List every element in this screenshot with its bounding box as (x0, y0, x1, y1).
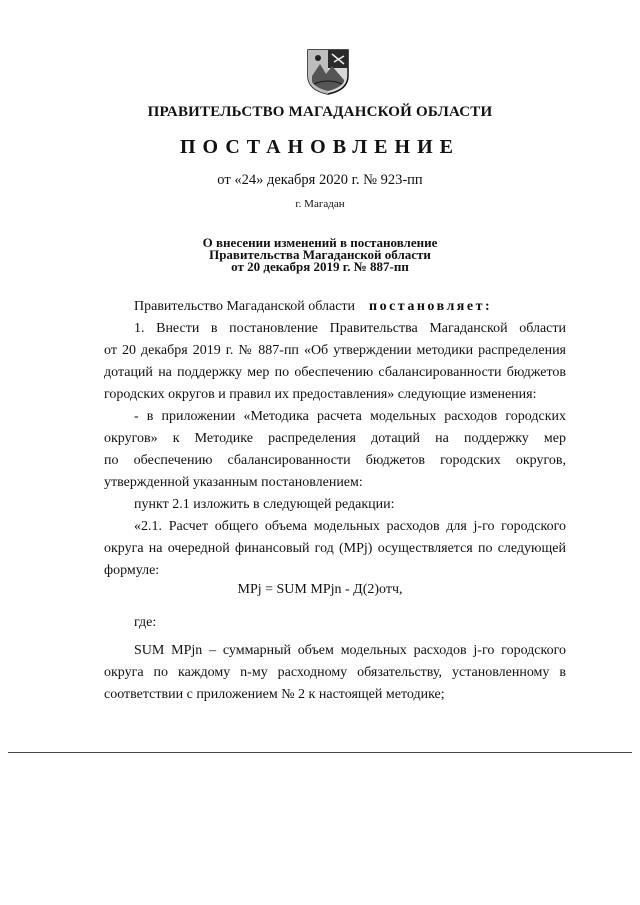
page-divider (8, 752, 632, 753)
paragraph-line: SUM MPjn – суммарный объем модельных расходов j-го городского (134, 643, 566, 658)
where-label: где: (134, 615, 157, 630)
subject-line: Правительства Магаданской области (209, 247, 431, 262)
paragraph-line: дотаций на поддержку мер по обеспечению сбалансированности бюджетов (104, 365, 566, 380)
paragraph-line: 1. Внести в постановление Правительства Магаданской области (134, 321, 566, 336)
coat-of-arms-icon (304, 46, 352, 96)
resolve-paragraph: Правительство Магаданской области постановляет: (134, 299, 493, 314)
document-date-number: от «24» декабря 2020 г. № 923-пп (217, 172, 423, 188)
paragraph-line: округов» к Методике распределения дотаций на поддержку мер (104, 431, 566, 446)
document-type: ПОСТАНОВЛЕНИЕ (180, 136, 460, 158)
subject-line: О внесении изменений в постановление (202, 235, 438, 250)
paragraph-line: формуле: (104, 563, 160, 578)
document-body-continued (104, 612, 566, 706)
resolve-word: постановляет: (369, 299, 493, 314)
document-city: г. Магадан (295, 198, 345, 210)
paragraph-line: округа по каждому n-му расходному обязательству, установленному в (104, 665, 566, 680)
document-subject (0, 237, 640, 273)
formula: MPj = SUM MPjn - Д(2)отч, (237, 582, 403, 597)
paragraph-line: городских округов и правил их предоставления» следующие изменения: (104, 387, 537, 402)
paragraph-line: - в приложении «Методика расчета модельных расходов городских (134, 409, 566, 424)
paragraph-line: утвержденной указанным постановлением: (104, 475, 363, 490)
paragraph-line: по обеспечению сбалансированности бюджетов городских округов, (104, 453, 566, 468)
document-body (104, 296, 566, 582)
paragraph-line: округа на очередной финансовый год (MPj) осуществляется по следующей (104, 541, 566, 556)
organization-title: ПРАВИТЕЛЬСТВО МАГАДАНСКОЙ ОБЛАСТИ (147, 104, 493, 120)
paragraph-line: соответствии с приложением № 2 к настоящей методике; (104, 687, 445, 702)
paragraph-line: «2.1. Расчет общего объема модельных расходов для j-го городского (134, 519, 566, 534)
subject-line: от 20 декабря 2019 г. № 887-пп (231, 259, 409, 274)
paragraph-line: пункт 2.1 изложить в следующей редакции: (134, 497, 395, 512)
paragraph-line: от 20 декабря 2019 г. № 887-пп «Об утверждении методики распределения (104, 343, 566, 358)
